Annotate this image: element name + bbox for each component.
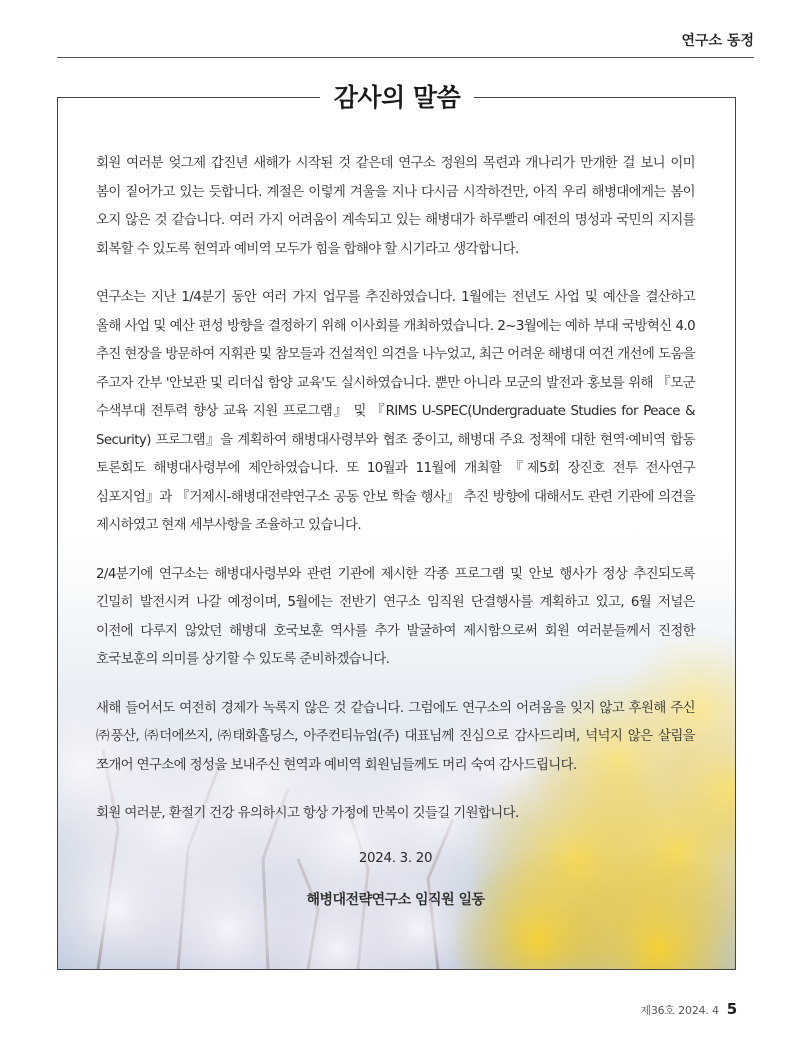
page-title: 감사의 말씀 [320, 78, 474, 114]
title-wrap [0, 78, 794, 114]
paragraph-greeting: 회원 여러분 엊그제 갑진년 새해가 시작된 것 같은데 연구소 정원의 목련과 개나리가 만개한 걸 보니 이미 봄이 짙어가고 있는 듯합니다. 계절은 이렇게 겨울을 지나 다시금 시작하건만, 아직 우리 해병대에게는 봄이 오지 않은 것 같습니다. 여러 가지 어려움이 계속되고 있는 해병대가 하루빨리 예전의 명성과 국민의 지지를 회복할 수 있도록 현역과 예비역 모두가 힘을 합해야 할 시기라고 생각합니다. [96, 156, 695, 257]
article-box [57, 97, 736, 970]
header-rule [57, 57, 754, 58]
letter-date: 2024. 3. 20 [358, 850, 433, 866]
paragraph-q2-plans: 2/4분기에 연구소는 해병대사령부와 관련 기관에 제시한 각종 프로그램 및 안보 행사가 정상 추진되도록 긴밀히 발전시켜 나갈 예정이며, 5월에는 전반기 연구소 임직원 단결행사를 계획하고 있고, 6월 저널은 이전에 다루지 않았던 해병대 호국보훈 역사를 추가 발굴하여 제시함으로써 회원 여러분들께서 진정한 호국보훈의 의미를 상기할 수 있도록 준비하겠습니다. [96, 566, 695, 667]
page-number: 5 [726, 1000, 737, 1018]
paragraph-closing: 회원 여러분, 환절기 건강 유의하시고 항상 가정에 만복이 깃들길 기원합니다. [96, 806, 519, 821]
paragraph-sponsors: 새해 들어서도 여전히 경제가 녹록지 않은 것 같습니다. 그럼에도 연구소의 어려움을 잊지 않고 후원해 주신 ㈜풍산, ㈜더에쓰지, ㈜태화홀딩스, 아주컨티뉴엄(주) 대표님께 진심으로 감사드리며, 넉넉지 않은 살림을 쪼개어 연구소에 정성을 보내주신 현역과 예비역 회원님들께도 머리 숙여 감사드립니다. [96, 700, 695, 773]
page-footer [640, 1000, 737, 1018]
paragraph-q1-activities: 연구소는 지난 1/4분기 동안 여러 가지 업무를 추진하였습니다. 1월에는 전년도 사업 및 예산을 결산하고 올해 사업 및 예산 편성 방향을 결정하기 위해 이사회를 개최하였습니다. 2~3월에는 예하 부대 국방혁신 4.0 추진 현장을 방문하여 지휘관 및 참모들과 건설적인 의견을 나누었고, 최근 어려운 해병대 여건 개선에 도움을 주고자 간부 '안보관 및 리더십 함양 교육'도 실시하였습니다. 뿐만 아니라 모군의 발전과 홍보를 위해 『모군 수색부대 전투력 향상 교육 지원 프로그램』 및 『RIMS U-SPEC(Undergraduate Studies for Peace & Security) 프로그램』을 계획하여 해병대사령부와 협조 중이고, 해병대 주요 정책에 대한 현역·예비역 합동 토론회도 해병대사령부에 제안하였습니다. 또 10월과 11월에 개최할 『제5회 장진호 전투 전사연구 심포지엄』과 『거제시-해병대전략연구소 공동 안보 학술 행사』 추진 방향에 대해서도 관련 기관에 의견을 제시하였고 현재 세부사항을 조율하고 있습니다. [96, 290, 695, 533]
section-tag: 연구소 동정 [681, 33, 754, 49]
issue-label: 제36호 2024. 4 [640, 1004, 719, 1017]
letter-signature: 해병대전략연구소 임직원 일동 [306, 891, 485, 908]
article-body [58, 98, 735, 909]
